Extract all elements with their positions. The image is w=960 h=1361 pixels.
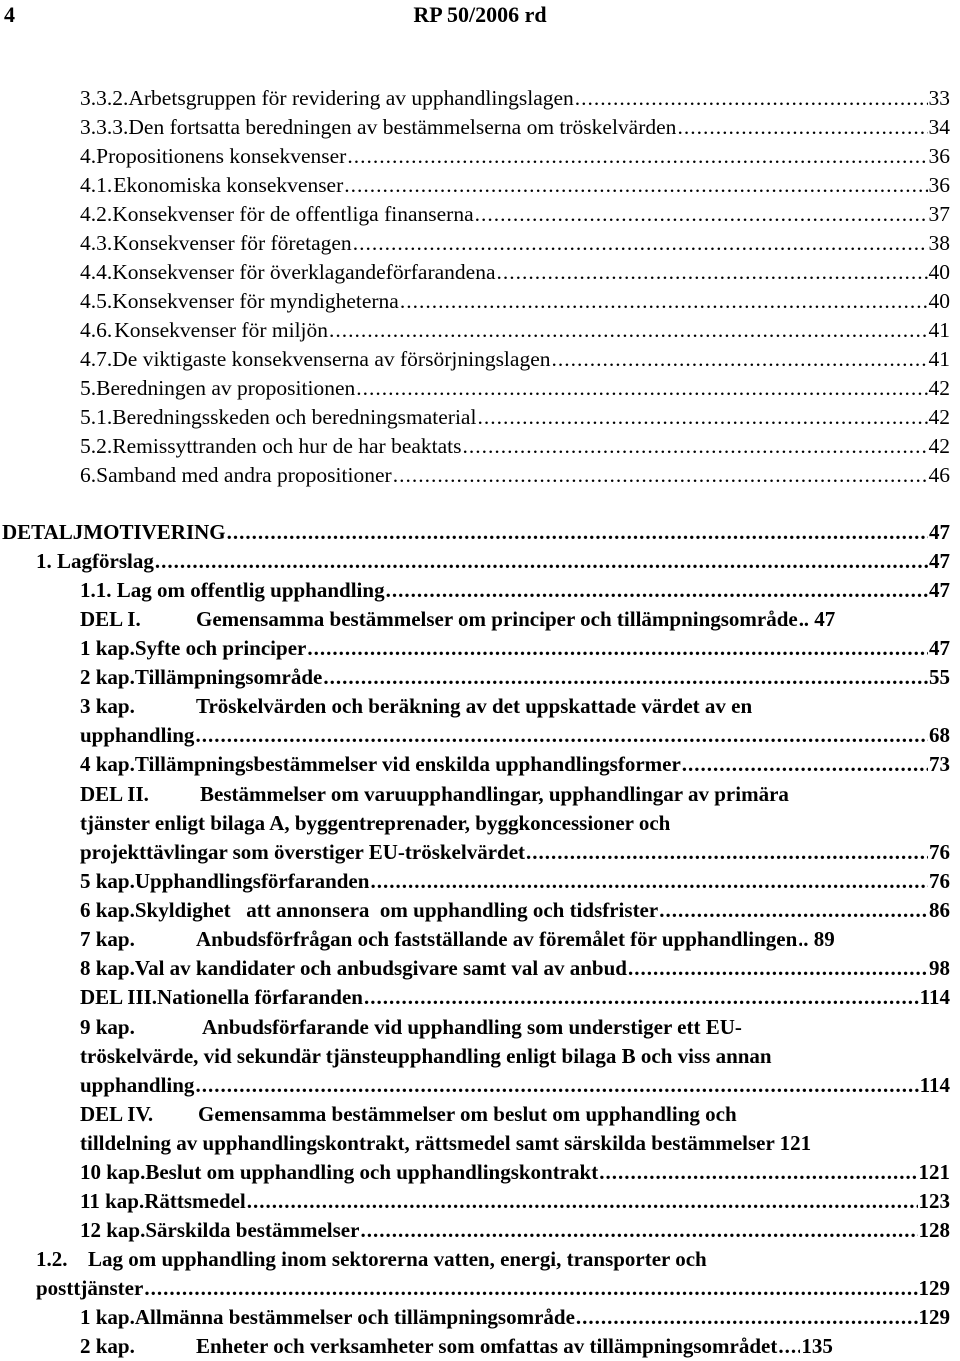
dot-leader xyxy=(144,1274,917,1303)
toc-entry-title: Rättsmedel xyxy=(144,1189,246,1213)
dot-leader xyxy=(323,663,928,692)
toc-entry-page: 33 xyxy=(928,86,950,110)
toc-entry[interactable] xyxy=(80,867,950,896)
dot-leader xyxy=(227,518,928,547)
toc-entry-number: DEL IV. xyxy=(80,1102,154,1126)
dot-leader xyxy=(628,954,928,983)
toc-entry-title: Val av kandidater och anbudsgivare samt val av anbud xyxy=(134,956,627,980)
page-number: 4 xyxy=(4,2,15,27)
toc-entry-title: Konsekvenser för de offentliga finanserna xyxy=(112,202,474,226)
toc-entry[interactable] xyxy=(80,1332,950,1361)
toc-entry[interactable] xyxy=(80,983,950,1012)
toc-entry-title-continued: upphandling xyxy=(80,1073,195,1097)
toc-entry[interactable] xyxy=(80,200,950,229)
toc-entry[interactable] xyxy=(80,576,950,605)
toc-entry-number: 4 kap. xyxy=(80,752,135,776)
toc-entry-title: DETALJMOTIVERING xyxy=(2,520,226,544)
dot-leader xyxy=(576,1303,918,1332)
toc-entry[interactable] xyxy=(80,142,950,171)
toc-entry-number: 4. xyxy=(80,144,97,168)
toc-entry-title: Beredningsskeden och beredningsmaterial xyxy=(112,405,477,429)
toc-entry[interactable] xyxy=(80,1187,950,1216)
toc-entry-number: 6. xyxy=(80,463,97,487)
toc-entry-number: 1 kap. xyxy=(80,1305,135,1329)
toc-entry-number: 6 kap. xyxy=(80,898,135,922)
toc-entry-page: 41 xyxy=(928,347,950,371)
toc-entry-page: 128 xyxy=(918,1218,950,1242)
toc-entry[interactable] xyxy=(80,896,950,925)
toc-entry-title-continued: posttjänster xyxy=(36,1276,144,1300)
toc-entry-title-continued: projekttävlingar som överstiger EU-tröskelvärdet xyxy=(80,840,526,864)
toc-entry-number: 5.1. xyxy=(80,405,113,429)
toc-entry-number: 4.6. xyxy=(80,318,113,342)
dot-leader xyxy=(659,896,928,925)
dot-leader xyxy=(798,925,802,954)
toc-entry[interactable] xyxy=(80,258,950,287)
toc-entry-page: 40 xyxy=(928,289,950,313)
toc-entry-title-continued: upphandling xyxy=(80,723,195,747)
toc-entry[interactable] xyxy=(36,547,950,576)
toc-entry-number: 12 kap. xyxy=(80,1218,146,1242)
toc-entry[interactable] xyxy=(80,229,950,258)
toc-entry-page: 121 xyxy=(918,1160,950,1184)
toc-entry-page: 47 xyxy=(929,520,950,544)
toc-entry-page: 114 xyxy=(919,1073,950,1097)
toc-entry-page: 55 xyxy=(929,665,950,689)
dot-leader xyxy=(496,258,927,287)
toc-entry-title: Konsekvenser för överklagandeförfarandena xyxy=(112,260,496,284)
toc-entry-title: Beslut om upphandling och upphandlingskontrakt xyxy=(145,1160,599,1184)
toc-entry-number: 3.3.2. xyxy=(80,86,129,110)
toc-entry[interactable] xyxy=(80,345,950,374)
toc-entry-page: 76 xyxy=(929,840,950,864)
dot-leader xyxy=(347,142,927,171)
toc-entry[interactable] xyxy=(80,750,950,779)
toc-entry-page: 46 xyxy=(928,463,950,487)
toc-entry-page: 114 xyxy=(919,985,950,1009)
toc-entry-page: 34 xyxy=(928,115,950,139)
toc-entry-number: 8 kap. xyxy=(80,956,135,980)
dot-leader xyxy=(247,1187,918,1216)
toc-entry-heading[interactable] xyxy=(80,780,789,809)
toc-entry-number: 5 kap. xyxy=(80,869,135,893)
toc-entry-title: Skyldighet att annonsera om upphandling och tidsfrister xyxy=(134,898,659,922)
toc-entry-page: 42 xyxy=(928,405,950,429)
toc-entry-page: 41 xyxy=(928,318,950,342)
toc-entry[interactable] xyxy=(80,1158,950,1187)
toc-entry-number: 1 kap. xyxy=(80,636,135,660)
toc-entry[interactable] xyxy=(80,925,950,954)
toc-entry-title: Gemensamma bestämmelser om beslut om upphandling och xyxy=(198,1102,737,1126)
toc-entry-heading[interactable] xyxy=(80,692,752,721)
toc-entry-title: Propositionens konsekvenser xyxy=(96,144,347,168)
toc-entry-title: Konsekvenser för miljön xyxy=(114,318,329,342)
toc-entry-page: 86 xyxy=(929,898,950,922)
toc-entry-title: Särskilda bestämmelser xyxy=(145,1218,360,1242)
toc-entry[interactable] xyxy=(80,316,950,345)
toc-entry-number: 1.2. xyxy=(36,1247,68,1271)
toc-entry-title: Nationella förfaranden xyxy=(157,985,363,1009)
toc-entry-title: Gemensamma bestämmelser om principer och tillämpningsområde xyxy=(196,607,798,631)
dot-leader xyxy=(677,113,927,142)
toc-entry-title: Syfte och principer xyxy=(134,636,307,660)
toc-entry-page: 129 xyxy=(918,1305,950,1329)
toc-entry-page: 123 xyxy=(918,1189,950,1213)
toc-entry[interactable] xyxy=(80,374,950,403)
toc-entry-number: 3.3.3. xyxy=(80,115,129,139)
toc-entry[interactable] xyxy=(80,84,950,113)
toc-entry-title: Lag om upphandling inom sektorerna vatten, energi, transporter och xyxy=(88,1247,707,1271)
toc-entry-title: 1.1. Lag om offentlig upphandling xyxy=(80,578,385,602)
toc-entry-page: 42 xyxy=(928,376,950,400)
toc-entry-title-line: tilldelning av upphandlingskontrakt, rättsmedel samt särskilda bestämmelser 121 xyxy=(80,1131,812,1155)
toc-entry-title: Bestämmelser om varuupphandlingar, upphandlingar av primära xyxy=(200,782,789,806)
toc-entry-title: 1. Lagförslag xyxy=(36,549,154,573)
toc-entry-page: 38 xyxy=(928,231,950,255)
dot-leader xyxy=(463,432,928,461)
toc-entry-number: 2 kap. xyxy=(80,1334,135,1358)
toc-entry-page: 40 xyxy=(928,260,950,284)
dot-leader xyxy=(356,374,927,403)
dot-leader xyxy=(400,287,928,316)
toc-entry[interactable] xyxy=(80,461,950,490)
toc-entry-page: 76 xyxy=(929,869,950,893)
toc-entry-page: 47 xyxy=(929,578,950,602)
toc-entry-title-line: tjänster enligt bilaga A, byggentreprenader, byggkoncessioner och xyxy=(80,811,671,835)
toc-entry-page: 47 xyxy=(929,549,950,573)
toc-entry-title: Arbetsgruppen för revidering av upphandlingslagen xyxy=(128,86,574,110)
dot-leader xyxy=(344,171,927,200)
toc-entry[interactable] xyxy=(2,518,950,547)
toc-entry-title: Tröskelvärden och beräkning av det uppskattade värdet av en xyxy=(196,694,753,718)
toc-entry-page: 47 xyxy=(929,636,950,660)
toc-entry-page: 98 xyxy=(929,956,950,980)
toc-entry-page: 37 xyxy=(928,202,950,226)
dot-leader xyxy=(307,634,928,663)
toc-entry[interactable] xyxy=(80,403,950,432)
dot-leader xyxy=(599,1158,917,1187)
toc-entry-title-line: tröskelvärde, vid sekundär tjänsteupphandling enligt bilaga B och viss annan xyxy=(80,1044,772,1068)
dot-leader xyxy=(364,983,919,1012)
dot-leader xyxy=(475,200,928,229)
toc-entry-title: Tillämpningsbestämmelser vid enskilda upphandlingsformer xyxy=(134,752,681,776)
dot-leader xyxy=(195,1071,918,1100)
document-id: RP 50/2006 rd xyxy=(413,2,547,27)
toc-entry-number: 4.3. xyxy=(80,231,113,255)
toc-entry-title: Den fortsatta beredningen av bestämmelserna om tröskelvärden xyxy=(128,115,677,139)
toc-entry-page: 73 xyxy=(929,752,950,776)
toc-entry-page: 42 xyxy=(928,434,950,458)
toc-entry[interactable] xyxy=(80,954,950,983)
toc-entry-title: Samband med andra propositioner xyxy=(96,463,392,487)
dot-leader xyxy=(329,316,927,345)
toc-entry-title: Konsekvenser för företagen xyxy=(112,231,352,255)
dot-leader xyxy=(393,461,928,490)
dot-leader xyxy=(799,605,803,634)
toc-entry-title: Enheter och verksamheter som omfattas av tillämpningsområdet xyxy=(196,1334,778,1358)
toc-entry[interactable] xyxy=(36,1274,950,1303)
toc-entry-title: Beredningen av propositionen xyxy=(96,376,356,400)
toc-entry-page: 36 xyxy=(928,144,950,168)
toc-entry-heading[interactable] xyxy=(36,1245,707,1274)
toc-entry-number: DEL I. xyxy=(80,607,141,631)
toc-entry[interactable] xyxy=(80,634,950,663)
dot-leader xyxy=(360,1216,917,1245)
toc-entry-title: Konsekvenser för myndigheterna xyxy=(112,289,399,313)
dot-leader xyxy=(155,547,928,576)
toc-entry-number: 10 kap. xyxy=(80,1160,146,1184)
toc-entry[interactable] xyxy=(80,605,950,634)
toc-entry[interactable] xyxy=(80,838,950,867)
toc-entry-page: 135 xyxy=(801,1334,833,1358)
toc-entry-title: Upphandlingsförfaranden xyxy=(134,869,370,893)
toc-entry-title: Remissyttranden och hur de har beaktats xyxy=(112,434,462,458)
toc-entry-page: 129 xyxy=(918,1276,950,1300)
toc-entry[interactable] xyxy=(80,1216,950,1245)
toc-entry[interactable] xyxy=(80,432,950,461)
toc-entry-number: 4.2. xyxy=(80,202,113,226)
toc-entry-number: 9 kap. xyxy=(80,1015,135,1039)
toc-entry-heading[interactable] xyxy=(80,1100,737,1129)
toc-entry-number: DEL II. xyxy=(80,782,149,806)
dot-leader xyxy=(477,403,927,432)
toc-entry-page: . 89 xyxy=(803,927,835,951)
dot-leader xyxy=(386,576,928,605)
dot-leader xyxy=(526,838,928,867)
toc-entry[interactable] xyxy=(80,171,950,200)
dot-leader xyxy=(778,1332,800,1361)
toc-entry-number: 5.2. xyxy=(80,434,113,458)
toc-entry-title: De viktigaste konsekvenserna av försörjningslagen xyxy=(112,347,551,371)
toc-entry-page: 36 xyxy=(928,173,950,197)
toc-entry-title: Tillämpningsområde xyxy=(134,665,323,689)
toc-entry[interactable] xyxy=(80,1303,950,1332)
toc-entry[interactable] xyxy=(80,663,950,692)
toc-entry-heading[interactable] xyxy=(80,1013,742,1042)
toc-entry-page: . 47 xyxy=(803,607,836,631)
dot-leader xyxy=(682,750,928,779)
toc-entry-number: 5. xyxy=(80,376,97,400)
toc-entry-number: 4.1. xyxy=(80,173,113,197)
toc-entry-title: Anbudsförfrågan och fastställande av föremålet för upphandlingen xyxy=(196,927,798,951)
toc-entry-number: 2 kap. xyxy=(80,665,135,689)
toc-entry-number: 4.4. xyxy=(80,260,113,284)
page-header xyxy=(0,0,960,40)
toc-entry[interactable] xyxy=(80,113,950,142)
toc-entry[interactable] xyxy=(80,287,950,316)
toc-entry-number: 7 kap. xyxy=(80,927,135,951)
toc-entry[interactable] xyxy=(80,721,950,750)
dot-leader xyxy=(195,721,928,750)
dot-leader xyxy=(552,345,928,374)
toc-entry-number: 11 kap. xyxy=(80,1189,145,1213)
dot-leader xyxy=(353,229,928,258)
toc-entry-title: Allmänna bestämmelser och tillämpningsområde xyxy=(134,1305,575,1329)
toc-entry-title: Ekonomiska konsekvenser xyxy=(113,173,344,197)
dot-leader xyxy=(370,867,928,896)
toc-entry-number: DEL III. xyxy=(80,985,158,1009)
dot-leader xyxy=(575,84,928,113)
toc-entry-number: 4.7. xyxy=(80,347,113,371)
toc-entry-title: Anbudsförfarande vid upphandling som understiger ett EU- xyxy=(202,1015,742,1039)
toc-entry[interactable] xyxy=(80,1071,950,1100)
toc-entry-number: 3 kap. xyxy=(80,694,135,718)
toc-entry-page: 68 xyxy=(929,723,950,747)
toc-entry-number: 4.5. xyxy=(80,289,113,313)
